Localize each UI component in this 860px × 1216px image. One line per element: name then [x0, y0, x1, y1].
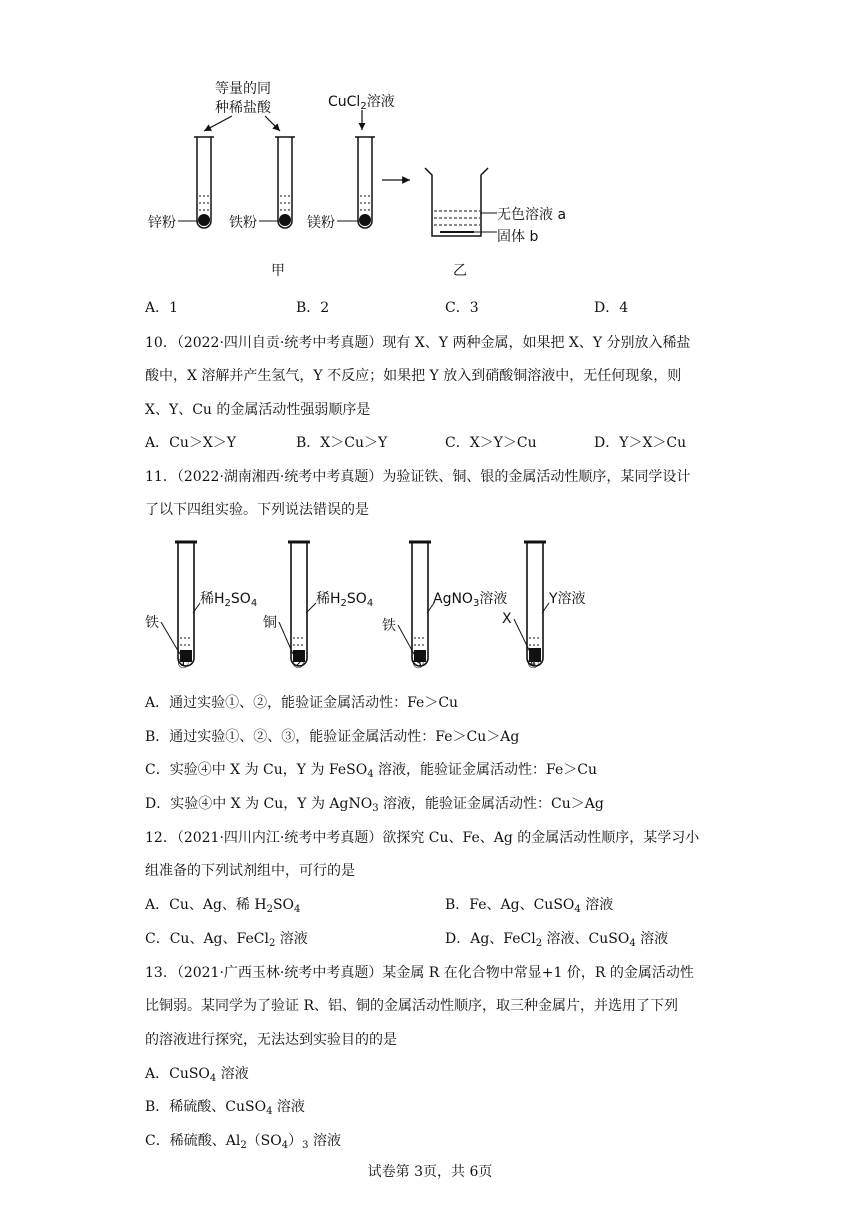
q10-option-b: B．X＞Cu＞Y — [296, 435, 388, 451]
tube4-x-label: X — [502, 611, 512, 627]
tube2-h2so4-label: 稀$H_2SO_4$ — [316, 591, 374, 609]
q13-line2: 比铜弱。某同学为了验证 R、铝、铜的金属活动性顺序，取三种金属片，并选用了下列 — [145, 998, 678, 1014]
tube3-agno3-label: AgNO$_3$溶液 — [433, 591, 508, 609]
tube3-number: ③ — [412, 656, 425, 672]
q11-line1: 11．（2022·湖南湘西·统考中考真题）为验证铁、铜、银的金属活动性顺序，某同学设计 — [145, 469, 691, 485]
figure-label-jia: 甲 — [271, 263, 285, 279]
tube1-iron-label: 铁 — [145, 615, 159, 631]
q11-line2: 了以下四组实验。下列说法错误的是 — [145, 502, 369, 518]
q9-option-d: D．4 — [594, 300, 629, 316]
solution-a-label: 无色溶液 a — [497, 207, 567, 223]
test-tube-iron — [275, 137, 295, 228]
q9-option-a: A．1 — [145, 300, 179, 316]
q11-option-c: C．实验④中 X 为 Cu，Y 为 FeSO$_4$ 溶液，能验证金属活动性：Fe＞Cu — [145, 762, 597, 780]
acid-label-line1: 等量的同 — [215, 81, 271, 97]
q12-option-a: A．Cu、Ag、稀 $H_2SO_4$ — [145, 897, 301, 915]
q10-option-c: C．X＞Y＞Cu — [445, 435, 537, 451]
q10-line2: 酸中，X 溶解并产生氢气，Y 不反应；如果把 Y 放入到硝酸铜溶液中，无任何现象，则 — [145, 368, 682, 384]
q12-option-b: B．Fe、Ag、CuSO$_4$ 溶液 — [445, 897, 614, 915]
q13-line3: 的溶液进行探究，无法达到实验目的的是 — [145, 1032, 397, 1048]
q13-option-c: C．稀硫酸、$Al_2(SO_4)_3$ 溶液 — [145, 1133, 341, 1151]
arrow-to-iron-tube — [265, 116, 280, 131]
figure-test-tubes-1 — [0, 0, 860, 290]
q10-line3: X、Y、Cu 的金属活动性强弱顺序是 — [145, 402, 371, 418]
q10-line1: 10．（2022·四川自贡·统考中考真题）现有 X、Y 两种金属，如果把 X、Y 分别放入稀盐 — [145, 335, 691, 351]
q12-line1: 12．（2021·四川内江·统考中考真题）欲探究 Cu、Fe、Ag 的金属活动性顺序，某学习小 — [145, 830, 700, 846]
q10-option-d: D．Y＞X＞Cu — [594, 435, 687, 451]
beaker — [425, 168, 488, 236]
zinc-label: 锌粉 — [148, 215, 176, 231]
solid-b-label: 固体 b — [497, 229, 539, 245]
acid-label-line2: 种稀盐酸 — [215, 100, 271, 116]
q9-option-b: B．2 — [296, 300, 330, 316]
test-tube-3 — [409, 542, 431, 666]
q13-option-a: A．CuSO$_4$ 溶液 — [145, 1066, 249, 1084]
test-tube-zinc — [194, 137, 214, 228]
q13-option-b: B．稀硫酸、CuSO$_4$ 溶液 — [145, 1099, 305, 1117]
page-footer: 试卷第 3页，共 6页 — [367, 1164, 493, 1180]
q11-option-d: D．实验④中 X 为 Cu，Y 为 AgNO$_3$ 溶液，能验证金属活动性：Cu＞Ag — [145, 796, 604, 814]
q10-option-a: A．Cu＞X＞Y — [145, 435, 237, 451]
q13-line1: 13．（2021·广西玉林·统考中考真题）某金属 R 在化合物中常显+1 价，R 的金属活动性 — [145, 965, 694, 981]
tube4-number: ④ — [527, 656, 540, 672]
test-tube-1 — [175, 542, 197, 666]
q12-line2: 组准备的下列试剂组中，可行的是 — [145, 863, 355, 879]
q11-option-a: A．通过实验①、②，能验证金属活动性：Fe＞Cu — [145, 695, 459, 711]
tube4-y-label: Y溶液 — [549, 591, 586, 607]
figure-test-tubes-2 — [0, 530, 860, 675]
cucl2-label: CuCl$_2$溶液 — [328, 94, 395, 112]
magnesium-powder-label: 镁粉 — [307, 215, 335, 231]
tube3-iron-label: 铁 — [382, 618, 396, 634]
q11-option-b: B．通过实验①、②、③，能验证金属活动性：Fe＞Cu＞Ag — [145, 729, 520, 745]
arrow-to-zinc-tube — [204, 116, 232, 131]
test-tube-2 — [288, 542, 310, 666]
q12-option-c: C．Cu、Ag、FeCl$_2$ 溶液 — [145, 931, 308, 949]
tube1-h2so4-label: 稀$H_2SO_4$ — [200, 591, 258, 609]
iron-powder-label: 铁粉 — [229, 215, 257, 231]
q12-option-d: D．Ag、FeCl$_2$ 溶液、CuSO$_4$ 溶液 — [445, 931, 669, 949]
tube2-copper-label: 铜 — [263, 615, 277, 631]
test-tube-magnesium — [355, 137, 375, 228]
figure-label-yi: 乙 — [453, 263, 467, 279]
q9-option-c: C．3 — [445, 300, 479, 316]
tube2-number: ② — [292, 656, 305, 672]
tube1-number: ① — [177, 656, 190, 672]
